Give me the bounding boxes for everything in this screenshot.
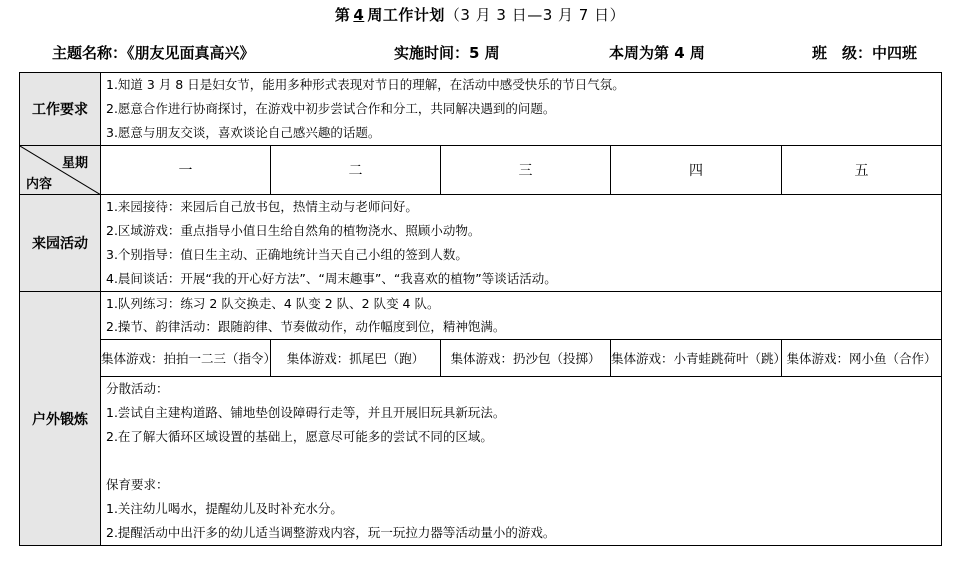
outdoor-free-content	[101, 377, 942, 546]
arrival-item: 3.个别指导：值日生主动、正确地统计当天自己小组的签到人数。	[106, 247, 468, 262]
content-header-label: 内容	[26, 177, 53, 192]
diagonal-header-cell	[20, 146, 101, 195]
game-wednesday: 集体游戏：扔沙包（投掷）	[441, 340, 611, 377]
game-tuesday: 集体游戏：抓尾巴（跑）	[271, 340, 441, 377]
page-title	[0, 4, 960, 25]
week-number: 4	[353, 6, 365, 24]
day-tuesday: 二	[271, 146, 441, 195]
game-thursday: 集体游戏：小青蛙跳荷叶（跳）	[611, 340, 782, 377]
game-monday: 集体游戏：拍拍一二三（指令）	[101, 340, 271, 377]
requirement-item: 2.愿意合作进行协商探讨，在游戏中初步尝试合作和分工，共同解决遇到的问题。	[106, 101, 556, 116]
requirements-row	[20, 73, 942, 146]
weekday-header-row	[20, 146, 942, 195]
weekly-plan-table	[19, 72, 942, 546]
outdoor-item: 1.队列练习：练习 2 队交换走、4 队变 2 队、2 队变 4 队。	[106, 296, 440, 311]
date-range: （3 月 3 日—3 月 7 日）	[444, 6, 626, 24]
requirement-item: 3.愿意与朋友交谈，喜欢谈论自己感兴趣的话题。	[106, 125, 381, 140]
requirement-item: 1.知道 3 月 8 日是妇女节，能用多种形式表现对节日的理解，在活动中感受快乐的节日气氛。	[106, 77, 625, 92]
current-week: 本周为第 4 周	[609, 44, 705, 62]
outdoor-label: 户外锻炼	[20, 292, 101, 546]
title-suffix: 周工作计划	[367, 6, 445, 24]
arrival-item: 1.来园接待：来园后自己放书包，热情主动与老师问好。	[106, 199, 418, 214]
outdoor-row-games	[20, 340, 942, 377]
day-friday: 五	[782, 146, 942, 195]
day-monday: 一	[101, 146, 271, 195]
free-activity-item: 2.在了解大循环区域设置的基础上，愿意尽可能多的尝试不同的区域。	[106, 429, 493, 444]
arrival-content	[101, 195, 942, 292]
spacer	[101, 449, 941, 473]
outdoor-row-free	[20, 377, 942, 546]
arrival-item: 4.晨间谈话：开展“我的开心好方法”、“周末趣事”、“我喜欢的植物”等谈话活动。	[106, 271, 557, 286]
care-title: 保育要求：	[106, 477, 169, 492]
outdoor-row-drills	[20, 292, 942, 340]
duration: 实施时间：5 周	[394, 44, 500, 62]
day-wednesday: 三	[441, 146, 611, 195]
day-thursday: 四	[611, 146, 782, 195]
free-activity-item: 1.尝试自主建构道路、铺地垫创设障碍行走等，并且开展旧玩具新玩法。	[106, 405, 506, 420]
game-friday: 集体游戏：网小鱼（合作）	[782, 340, 942, 377]
requirements-label: 工作要求	[20, 73, 101, 146]
outdoor-drills	[101, 292, 942, 340]
arrival-label: 来园活动	[20, 195, 101, 292]
care-item: 1.关注幼儿喝水，提醒幼儿及时补充水分。	[106, 501, 343, 516]
weekday-header-label: 星期	[61, 156, 88, 171]
requirements-content	[101, 73, 942, 146]
arrival-item: 2.区域游戏：重点指导小值日生给自然角的植物浇水、照顾小动物。	[106, 223, 481, 238]
care-item: 2.提醒活动中出汗多的幼儿适当调整游戏内容，玩一玩拉力器等活动量小的游戏。	[106, 525, 556, 540]
theme-name: 主题名称：《朋友见面真高兴》	[52, 44, 255, 62]
outdoor-item: 2.操节、韵律活动：跟随韵律、节奏做动作，动作幅度到位，精神饱满。	[106, 319, 506, 334]
arrival-row	[20, 195, 942, 292]
free-activity-title: 分散活动：	[106, 381, 169, 396]
title-prefix: 第	[334, 6, 351, 24]
class-name: 班 级：中四班	[812, 44, 918, 62]
